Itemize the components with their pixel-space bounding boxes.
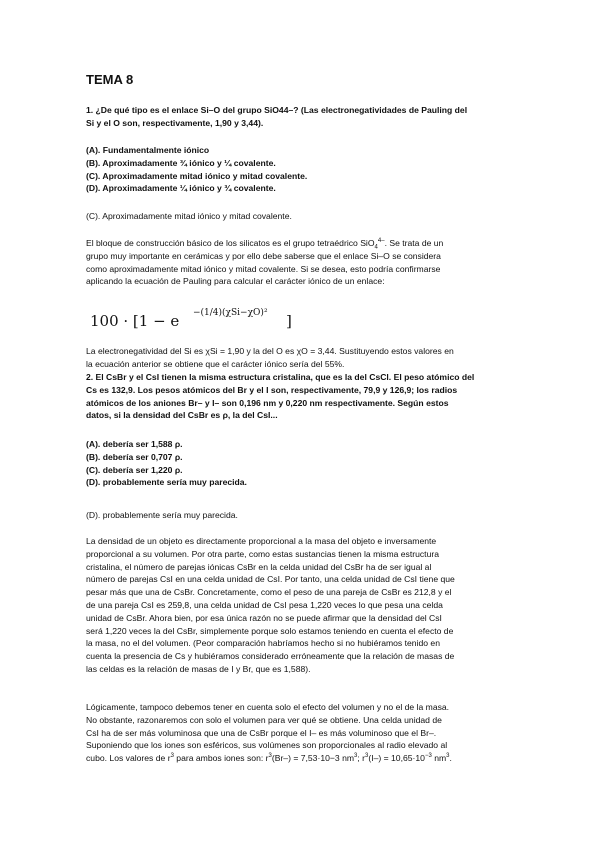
result-line: La electronegatividad del Si es χSi = 1,90 y la del O es χO = 3,44. Sustituyendo estos valores en	[86, 346, 454, 356]
formula-prefix: 100 · [1 − e	[90, 312, 180, 330]
explanation-line	[86, 237, 516, 250]
option-a: (A). Fundamentalmente iónico	[86, 145, 210, 155]
option-b: (B). debería ser 0,707 ρ.	[86, 451, 183, 462]
option-c: (C). Aproximadamente mitad iónico y mitad covalente.	[86, 170, 308, 181]
question-1-line: Si y el O son, respectivamente, 1,90 y 3,44).	[86, 117, 264, 128]
explanation-line: CsI ha de ser más voluminosa que una de CsBr porque el I– es más voluminoso que el Br–.	[86, 727, 437, 738]
explanation-line	[86, 752, 516, 765]
answer-text: (C). Aproximadamente mitad iónico y mitad covalente.	[86, 211, 292, 221]
explanation-text: para ambos iones son: r	[173, 753, 269, 764]
explanation-line: cuenta la presencia de Cs y hubiéramos considerado erróneamente que la relación de masas de	[86, 651, 455, 662]
question-2-line: 2. El CsBr y el CsI tienen la misma estructura cristalina, que es la del CsCl. El peso atómico del	[86, 372, 475, 382]
explanation-line: Suponiendo que los iones son esféricos, sus volúmenes son proporcionales al radio elevado al	[86, 740, 448, 751]
question-2-line: datos, si la densidad del CsBr es ρ, la del CsI...	[86, 410, 278, 421]
superscript: −3	[424, 753, 432, 760]
pauling-formula	[90, 302, 300, 336]
explanation-line: como aproximadamente mitad iónico y mitad covalente. Si se desea, esto podría confirmarse	[86, 263, 441, 274]
superscript: 4–	[377, 238, 385, 245]
explanation-text: (I–) = 10,65·10	[368, 753, 425, 764]
question-1-explanation	[86, 237, 516, 288]
superscript: 3	[446, 753, 450, 760]
explanation-text: ; r	[357, 753, 365, 764]
explanation-line: la masa, no el del volumen. (Peor comparación habríamos hecho si no hubiéramos tenido en	[86, 638, 440, 649]
option-b: (B). Aproximadamente ¾ iónico y ¼ covalente.	[86, 157, 276, 168]
explanation-line: cristalina, el número de parejas iónicas CsBr en la celda unidad del CsBr ha de ser igual al	[86, 561, 432, 572]
subscript: 4	[374, 244, 378, 251]
question-2	[86, 371, 516, 422]
option-d: (D). Aproximadamente ¼ iónico y ¾ covalente.	[86, 183, 276, 194]
explanation-text: El bloque de construcción básico de los silicatos es el grupo tetraédrico SiO	[86, 238, 375, 248]
explanation-line: unidad de CsBr. Ahora bien, por esa única razón no se puede afirmar que la densidad del CsI	[86, 612, 442, 623]
explanation-text: .	[449, 753, 452, 764]
option-d: (D). probablemente sería muy parecida.	[86, 477, 247, 488]
question-1-line: 1. ¿De qué tipo es el enlace Si–O del grupo SiO44–? (Las electronegatividades de Pauling del	[86, 105, 468, 115]
question-1-options	[86, 144, 516, 195]
formula-exponent: −(1/4)(χSi−χO)²	[193, 308, 268, 318]
superscript: 3	[365, 753, 369, 760]
superscript: 3	[354, 753, 358, 760]
explanation-line: La densidad de un objeto es directamente proporcional a la masa del objeto e inversamente	[86, 536, 437, 546]
explanation-text: (Br–) = 7,53·10−3 nm	[271, 753, 355, 764]
explanation-line: Lógicamente, tampoco debemos tener en cuenta solo el efecto del volumen y no el de la masa.	[86, 702, 450, 712]
question-2-answer	[86, 509, 516, 522]
option-c: (C). debería ser 1,220 ρ.	[86, 464, 183, 475]
option-a: (A). debería ser 1,588 ρ.	[86, 439, 183, 449]
question-1-result	[86, 345, 516, 371]
explanation-line: grupo muy importante en cerámicas y por ello debe saberse que el enlace Si–O se considera	[86, 250, 441, 261]
question-2-line: Cs es 132,9. Los pesos atómicos del Br y el I son, respectivamente, 79,9 y 126,9; los radios	[86, 384, 458, 395]
page-title: TEMA 8	[86, 72, 134, 87]
explanation-line: será 1,220 veces la del CsBr, simplemente porque solo estamos teniendo en cuenta el efecto de	[86, 625, 454, 636]
explanation-text: . Se trata de un	[384, 238, 444, 248]
explanation-text: cubo. Los valores de r	[86, 753, 171, 764]
answer-text: (D). probablemente sería muy parecida.	[86, 510, 238, 520]
explanation-text: nm	[431, 753, 447, 764]
explanation-line: de una pareja CsI es 259,8, una celda unidad de CsI pesa 1,220 veces lo que pesa una celda	[86, 599, 443, 610]
question-2-explanation-2	[86, 701, 516, 765]
question-2-options	[86, 438, 516, 489]
explanation-line: las celdas es la relación de masas de I y Br, que es 1,588).	[86, 663, 311, 674]
explanation-line: pesar más que una de CsBr. Concretamente, como el peso de una pareja de CsBr es 212,8 y el	[86, 587, 452, 598]
explanation-line: No obstante, razonaremos con solo el volumen para ver qué se obtiene. Una celda unidad de	[86, 714, 442, 725]
question-1	[86, 104, 516, 130]
question-2-line: atómicos de los aniones Br– y I– son 0,196 nm y 0,220 nm respectivamente. Según estos	[86, 397, 449, 408]
explanation-line: proporcional a su volumen. Por otra parte, como estas sustancias tienen la misma estructura	[86, 548, 439, 559]
formula-suffix: ]	[286, 312, 292, 330]
superscript: 3	[170, 753, 174, 760]
explanation-line: número de parejas CsI en una celda unidad de CsI. Por tanto, una celda unidad de CsI tiene que	[86, 574, 455, 585]
question-1-answer	[86, 210, 516, 223]
explanation-line: aplicando la ecuación de Pauling para calcular el carácter iónico de un enlace:	[86, 276, 385, 287]
result-line: la ecuación anterior se obtiene que el carácter iónico sería del 55%.	[86, 358, 345, 369]
superscript: 3	[268, 753, 272, 760]
question-2-explanation	[86, 535, 516, 676]
